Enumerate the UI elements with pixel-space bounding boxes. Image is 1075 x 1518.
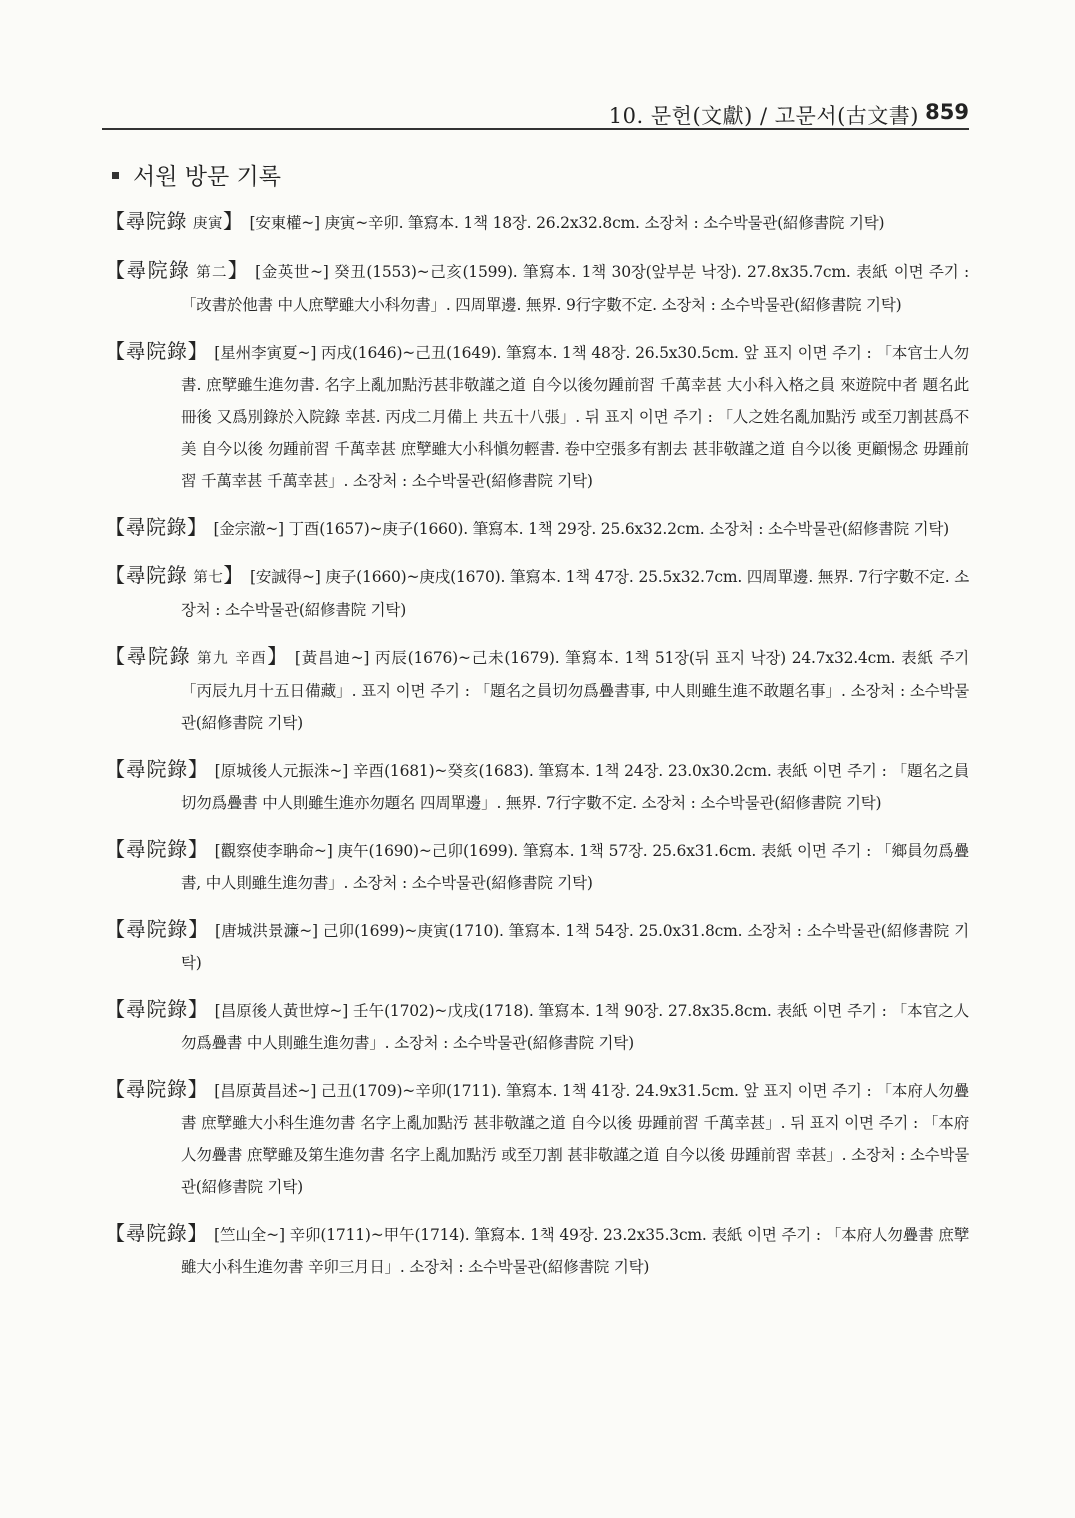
entry-body: [金宗澈~] 丁酉(1657)~庚子(1660). 筆寫本. 1책 29장. 25.6x32.2cm. 소장처 : 소수박물관(紹修書院 기탁): [213, 520, 950, 538]
page-number: 859: [925, 100, 969, 124]
section-heading: [112, 158, 281, 191]
catalog-entry: [105, 1217, 969, 1283]
entry-body: [原城後人元振洙~] 辛酉(1681)~癸亥(1683). 筆寫本. 1책 24장. 23.0x30.2cm. 表紙 이면 주기 : 「題名之員切勿爲疊書 中人則雖生進亦勿題名 四周單邊」. 無界. 7行字數不定. 소장처 : 소수박물관(紹修書院 기탁): [181, 762, 969, 812]
entry-title: 【尋院錄】: [105, 515, 208, 539]
entry-volume: 第二: [196, 265, 228, 281]
catalog-entry: [105, 833, 969, 899]
catalog-entry: [105, 993, 969, 1059]
entry-volume: 第七: [193, 570, 224, 586]
catalog-entry: [105, 753, 969, 819]
entry-body: [竺山全~] 辛卯(1711)~甲午(1714). 筆寫本. 1책 49장. 23.2x35.3cm. 表紙 이면 주기 : 「本府人勿疊書 庶孼雖大小科生進勿書 辛卯三月日」. 소장처 : 소수박물관(紹修書院 기탁): [181, 1226, 970, 1276]
header-title: 10. 문헌(文獻) / 고문서(古文書): [608, 104, 919, 128]
entry-title: 【尋院錄】: [105, 997, 209, 1021]
catalog-entry: [105, 640, 969, 739]
entry-title: 【尋院錄 第九 辛酉】: [105, 644, 289, 668]
entry-body: [黃昌迪~] 丙辰(1676)~己未(1679). 筆寫本. 1책 51장(뒤 표지 낙장) 24.7x32.4cm. 表紙 주기 「丙辰九月十五日備藏」. 표지 이면 주기 : 「題名之員切勿爲疊書事, 中人則雖生進不敢題名事」. 소장처 : 소수박물관(紹修書院 기탁): [181, 649, 970, 732]
entry-title: 【尋院錄 第七】: [105, 563, 244, 587]
running-header: [102, 96, 969, 130]
catalog-entry: [105, 205, 969, 240]
catalog-entry: [105, 335, 969, 497]
entry-body: [唐城洪景濂~] 己卯(1699)~庚寅(1710). 筆寫本. 1책 54장. 25.0x31.8cm. 소장처 : 소수박물관(紹修書院 기탁): [181, 922, 970, 972]
entry-volume: 第九 辛酉: [197, 651, 268, 667]
catalog-entry: [105, 254, 969, 321]
entry-title: 【尋院錄】: [105, 1221, 209, 1245]
entry-body: [安誠得~] 庚子(1660)~庚戌(1670). 筆寫本. 1책 47장. 25.5x32.7cm. 四周單邊. 無界. 7行字數不定. 소장처 : 소수박물관(紹修書院 기탁): [181, 568, 970, 619]
entry-list: [105, 205, 969, 1297]
entry-title: 【尋院錄】: [105, 917, 210, 941]
entry-body: [安東權~] 庚寅~辛卯. 筆寫本. 1책 18장. 26.2x32.8cm. 소장처 : 소수박물관(紹修書院 기탁): [249, 214, 885, 232]
entry-volume: 庚寅: [193, 216, 223, 232]
square-bullet-icon: [112, 172, 119, 179]
entry-title: 【尋院錄】: [105, 757, 209, 781]
entry-title: 【尋院錄 庚寅】: [105, 209, 244, 233]
catalog-entry: [105, 559, 969, 626]
entry-body: [昌原黃昌述~] 己丑(1709)~辛卯(1711). 筆寫本. 1책 41장. 24.9x31.5cm. 앞 표지 이면 주기 : 「本府人勿疊書 庶孼雖大小科生進勿書 名字上亂加點汚 甚非敬謹之道 自今以後 毋踵前習 千萬幸甚」. 뒤 표지 이면 주기 : 「本府人勿疊書 庶孼雖及第生進勿書 名字上亂加點汚 或至刀割 甚非敬謹之道 自今以後 毋踵前習 幸甚」. 소장처 : 소수박물관(紹修書院 기탁): [181, 1082, 970, 1196]
entry-title: 【尋院錄 第二】: [105, 258, 250, 282]
entry-title: 【尋院錄】: [105, 837, 209, 861]
catalog-entry: [105, 1073, 969, 1203]
catalog-entry: [105, 511, 969, 545]
entry-body: [昌原後人黃世焞~] 壬午(1702)~戊戌(1718). 筆寫本. 1책 90장. 27.8x35.8cm. 表紙 이면 주기 : 「本官之人勿爲疊書 中人則雖生進勿書」. 소장처 : 소수박물관(紹修書院 기탁): [181, 1002, 969, 1052]
entry-title: 【尋院錄】: [105, 339, 209, 363]
entry-body: [觀察使李聃命~] 庚午(1690)~己卯(1699). 筆寫本. 1책 57장. 25.6x31.6cm. 表紙 이면 주기 : 「鄉員勿爲疊書, 中人則雖生進勿書」. 소장처 : 소수박물관(紹修書院 기탁): [181, 842, 969, 892]
entry-body: [金英世~] 癸丑(1553)~己亥(1599). 筆寫本. 1책 30장(앞부분 낙장). 27.8x35.7cm. 表紙 이면 주기 : 「改書於他書 中人庶孼雖大小科勿書」. 四周單邊. 無界. 9行字數不定. 소장처 : 소수박물관(紹修書院 기탁): [181, 263, 970, 314]
section-title: 서원 방문 기록: [133, 164, 281, 190]
entry-title: 【尋院錄】: [105, 1077, 209, 1101]
entry-body: [星州李寅夏~] 丙戌(1646)~己丑(1649). 筆寫本. 1책 48장. 26.5x30.5cm. 앞 표지 이면 주기 : 「本官士人勿書. 庶孼雖生進勿書. 名字上亂加點汚甚非敬謹之道 自今以後勿踵前習 千萬幸甚 大小科入格之員 來遊院中者 題名此冊後 又爲別錄於入院錄 幸甚. 丙戌二月備上 共五十八張」. 뒤 표지 이면 주기 : 「人之姓名亂加點汚 或至刀割甚爲不美 自今以後 勿踵前習 千萬幸甚 庶孼雖大小科愼勿輕書. 卷中空張多有割去 甚非敬謹之道 自今以後 更顧惕念 毋踵前習 千萬幸甚 千萬幸甚」. 소장처 : 소수박물관(紹修書院 기탁): [181, 344, 970, 490]
catalog-entry: [105, 913, 969, 979]
